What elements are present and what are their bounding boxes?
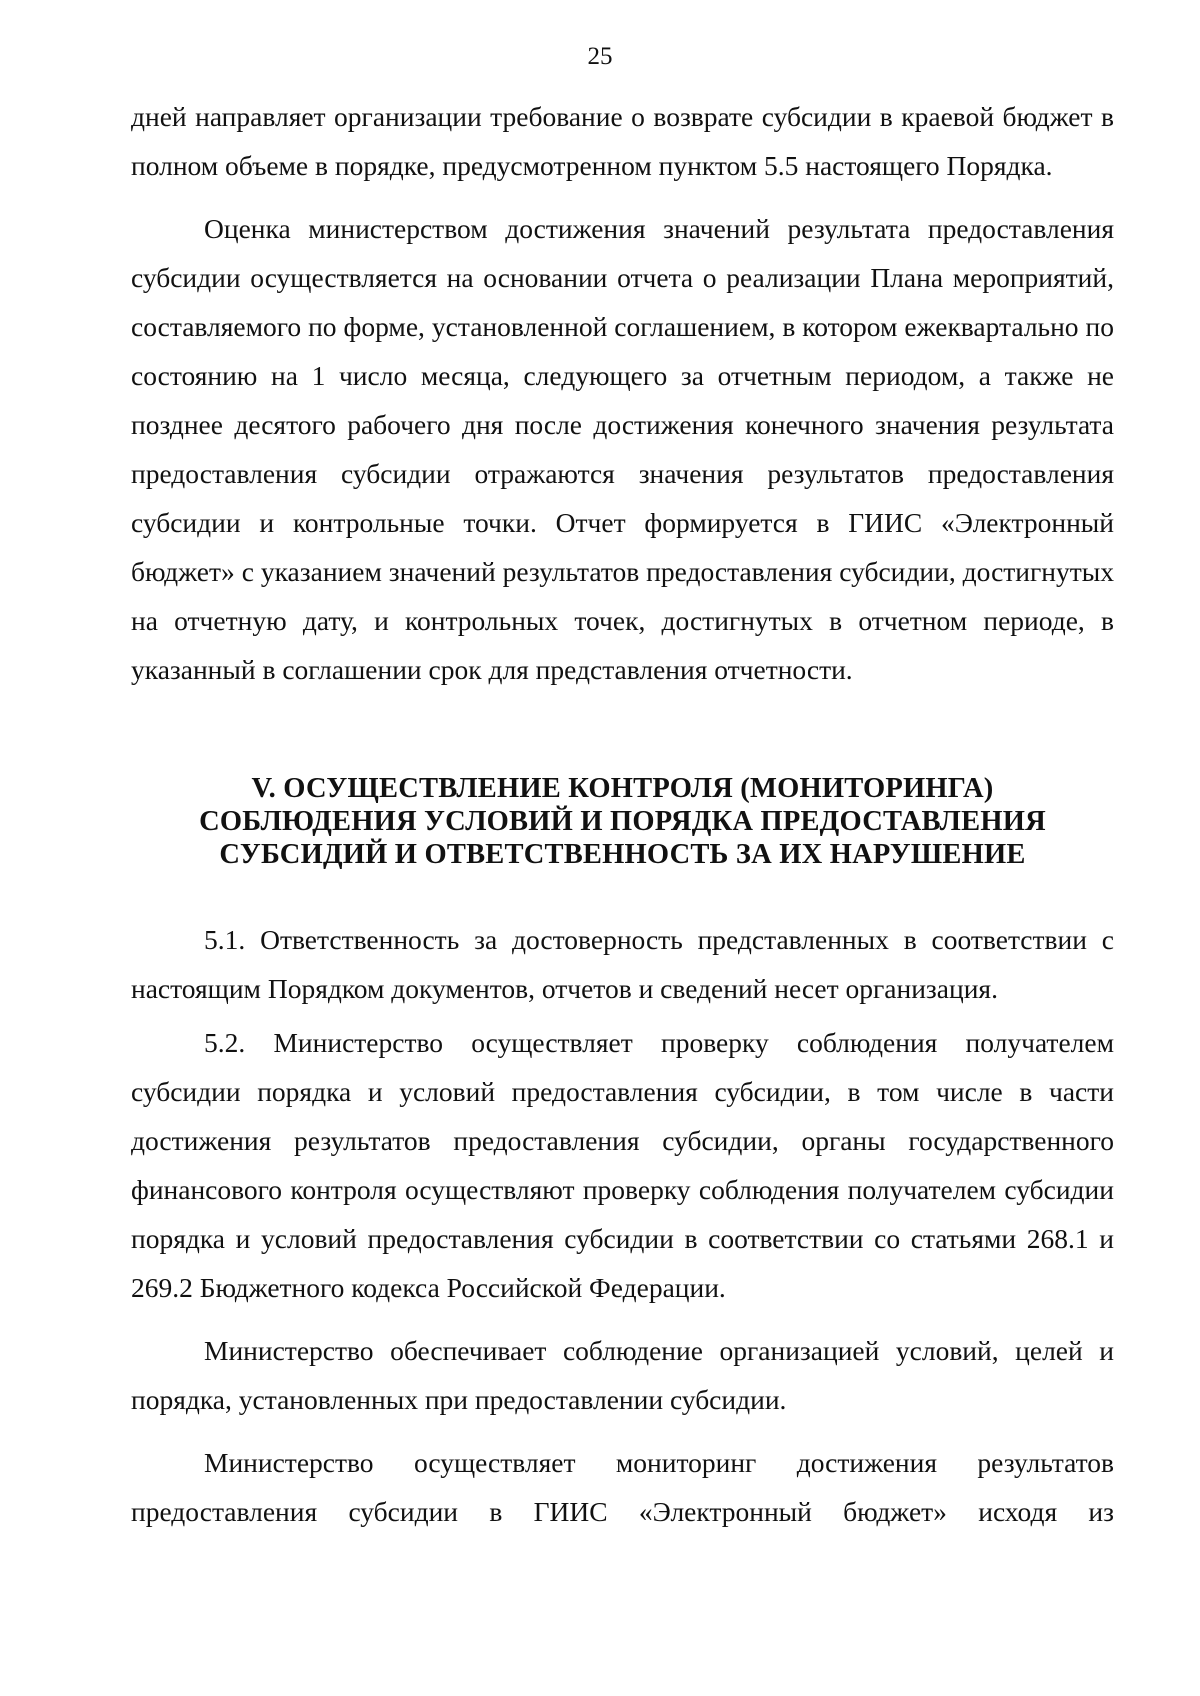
paragraph-ministry-monitoring: Министерство осуществляет мониторинг достижения результатов предоставления субсидии в ГИИС «Электронный бюджет» исходя из <box>131 1447 1114 1527</box>
paragraph-evaluation: Оценка министерством достижения значений результата предоставления субсидии осуществляется на основании отчета о реализации Плана мероприятий, составляемого по форме, установленной соглашением, в котором ежеквартально по состоянию на 1 число месяца, следующего за отчетным периодом, а также не позднее десятого рабочего дня после достижения конечного значения результата предоставления субсидии отражаются значения результатов предоставления субсидии и контрольные точки. Отчет формируется в ГИИС «Электронный бюджет» с указанием значений результатов предоставления субсидии, достигнутых на отчетную дату, и контрольных точек, достигнутых в отчетном периоде, в указанный в соглашении срок для представления отчетности. <box>131 213 1114 685</box>
paragraph-continuation: дней направляет организации требование о возврате субсидии в краевой бюджет в полном объеме в порядке, предусмотренном пунктом 5.5 настоящего Порядка. <box>131 101 1114 181</box>
document-body <box>131 92 1114 1536</box>
paragraph-5-2: 5.2. Министерство осуществляет проверку соблюдения получателем субсидии порядка и условий предоставления субсидии, в том числе в части достижения результатов предоставления субсидии, органы государственного финансового контроля осуществляют проверку соблюдения получателем субсидии порядка и условий предоставления субсидии в соответствии со статьями 268.1 и 269.2 Бюджетного кодекса Российской Федерации. <box>131 1027 1114 1303</box>
section-heading <box>131 772 1114 871</box>
paragraph-5-1: 5.1. Ответственность за достоверность представленных в соответствии с настоящим Порядком документов, отчетов и сведений несет организация. <box>131 924 1114 1004</box>
section-heading-line: СУБСИДИЙ И ОТВЕТСТВЕННОСТЬ ЗА ИХ НАРУШЕНИЕ <box>219 839 1026 870</box>
page-number: 25 <box>587 43 613 70</box>
section-heading-line: СОБЛЮДЕНИЯ УСЛОВИЙ И ПОРЯДКА ПРЕДОСТАВЛЕНИЯ <box>199 806 1046 837</box>
section-heading-line: V. ОСУЩЕСТВЛЕНИЕ КОНТРОЛЯ (МОНИТОРИНГА) <box>251 773 994 804</box>
paragraph-ministry-ensures: Министерство обеспечивает соблюдение организацией условий, целей и порядка, установленных при предоставлении субсидии. <box>131 1335 1114 1415</box>
